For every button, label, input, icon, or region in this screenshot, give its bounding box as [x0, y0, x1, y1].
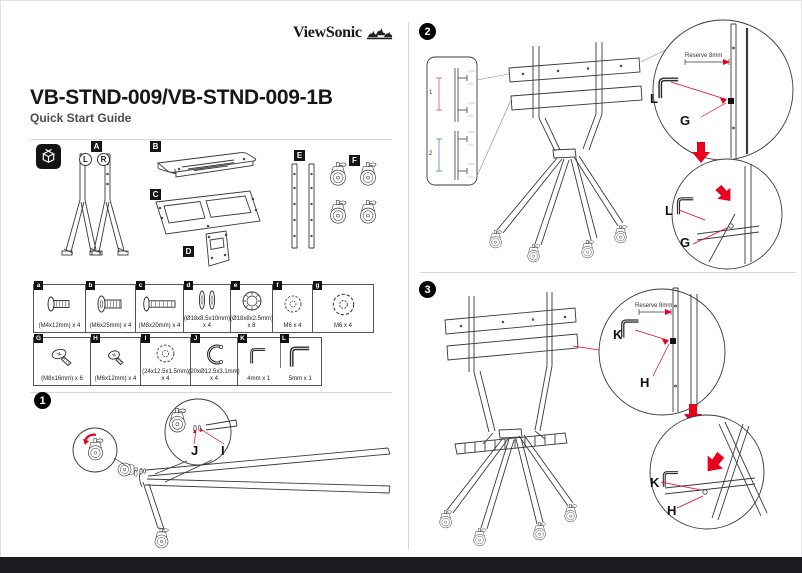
brand-wordmark: ViewSonic [293, 24, 362, 41]
hardware-item [136, 282, 184, 332]
inset-marker-1: 1 [429, 90, 433, 96]
leg-label-left: L [79, 153, 92, 166]
washer-icon [273, 285, 312, 323]
callout-label-j: J [191, 443, 199, 458]
hardware-item [34, 335, 91, 385]
hardware-item [273, 282, 313, 332]
step1-marker: 1 [34, 392, 51, 409]
hardware-item-spec: 5mm x 1 [288, 376, 312, 382]
hardware-item-label: G [35, 335, 42, 342]
hardware-item-spec: (24x12.5x1.5mm) x 4 [142, 369, 189, 382]
part-label-b: B [150, 141, 161, 152]
hardware-item [141, 335, 191, 385]
hardware-item-spec: (20xØ12.5x3.1mm) x 4 [188, 369, 240, 382]
hardware-item-label: L [280, 334, 289, 343]
hardware-item-label: K [238, 334, 247, 343]
reserve-note: Reserve 8mm [685, 53, 723, 59]
hardware-item [91, 335, 141, 385]
callout-label-h: H [640, 375, 650, 390]
hardware-item-label: I [141, 334, 150, 343]
pan-screw-icon [34, 285, 85, 323]
viewsonic-logo [293, 24, 393, 42]
hardware-item-spec: (M8x20mm) x 4 [138, 323, 181, 329]
step3-marker: 3 [419, 281, 436, 298]
hardware-item-spec: (Ø18x8x2.5mm) x 8 [230, 316, 274, 329]
socket-screw-icon [86, 285, 135, 323]
long-screw-icon [136, 285, 183, 323]
callout-label-h: H [667, 503, 677, 518]
flat-head-screw-icon [34, 338, 90, 376]
hardware-item-spec: (M6x12mm) x 4 [94, 376, 137, 382]
header-divider [30, 139, 392, 140]
step2-marker: 2 [419, 23, 436, 40]
hardware-item-label: H [91, 334, 100, 343]
button-screw-icon [91, 338, 140, 376]
hardware-item-spec: M6 x 4 [333, 323, 352, 329]
step2-diagram [413, 18, 802, 270]
callout-label-g: G [680, 235, 691, 250]
hardware-item-label: a [34, 281, 43, 290]
hardware-item-hex-keys [238, 335, 321, 385]
hardware-item [188, 335, 240, 385]
part-label-f: F [349, 155, 360, 166]
part-b-shelf-diagram [148, 146, 266, 186]
callout-label-k: K [613, 327, 623, 342]
part-label-c: C [150, 189, 161, 200]
part-e-rails-diagram [280, 160, 326, 255]
callout-label-k: K [650, 475, 660, 490]
hardware-item-label: d [184, 281, 193, 290]
part-label-e: E [294, 150, 305, 161]
hardware-item [230, 282, 274, 332]
inset-marker-2: 2 [429, 151, 433, 157]
hardware-item [183, 282, 231, 332]
part-d-plate-diagram [196, 228, 236, 270]
hardware-table-row-1 [33, 284, 374, 333]
allen-key-icon [238, 338, 280, 376]
callout-label-l: L [665, 203, 673, 218]
hardware-item-label: c [136, 281, 145, 290]
hardware-item-label: g [313, 281, 322, 290]
column-divider [408, 22, 409, 550]
part-label-a: A [91, 141, 102, 152]
page-title: VB-STND-009/VB-STND-009-1B [30, 86, 333, 109]
hardware-item-label: e [231, 281, 240, 290]
part-f-casters-diagram [327, 162, 387, 236]
hardware-item-label: J [191, 334, 200, 343]
hardware-item-spec: (M4x12mm) x 4 [38, 323, 81, 329]
hardware-item-spec: (M8x16mm) x 6 [41, 376, 83, 382]
page-subtitle: Quick Start Guide [30, 111, 132, 125]
callout-label-i: I [221, 443, 225, 458]
washer-icon [313, 285, 373, 323]
hardware-item [86, 282, 136, 332]
hardware-table-row-2 [33, 337, 322, 386]
hardware-item-spec: (Ø18x8.5x10mm) x 4 [183, 316, 231, 329]
part-label-d: D [183, 246, 194, 257]
footer-bar [0, 557, 802, 573]
hardware-item-spec: (M6x25mm) x 4 [89, 323, 132, 329]
table-divider [30, 392, 392, 393]
hardware-item [313, 282, 373, 332]
three-birds-icon [366, 26, 393, 41]
hex-key-5mm [280, 335, 322, 385]
callout-label-g: G [680, 113, 691, 128]
leg-label-right: R [97, 153, 110, 166]
allen-key-icon [280, 338, 322, 376]
hardware-item-label: b [86, 281, 95, 290]
hardware-item-label: f [273, 281, 282, 290]
reserve-note: Reserve 8mm [635, 303, 673, 309]
step-divider [420, 272, 796, 273]
step1-diagram [40, 400, 398, 558]
step3-diagram [413, 276, 802, 558]
hex-key-4mm [238, 335, 280, 385]
callout-label-l: L [650, 91, 658, 106]
part-a-legs-diagram [50, 148, 145, 263]
hardware-item [34, 282, 86, 332]
hardware-item-spec: 4mm x 1 [247, 376, 271, 382]
hardware-item-spec: M6 x 4 [283, 323, 302, 329]
